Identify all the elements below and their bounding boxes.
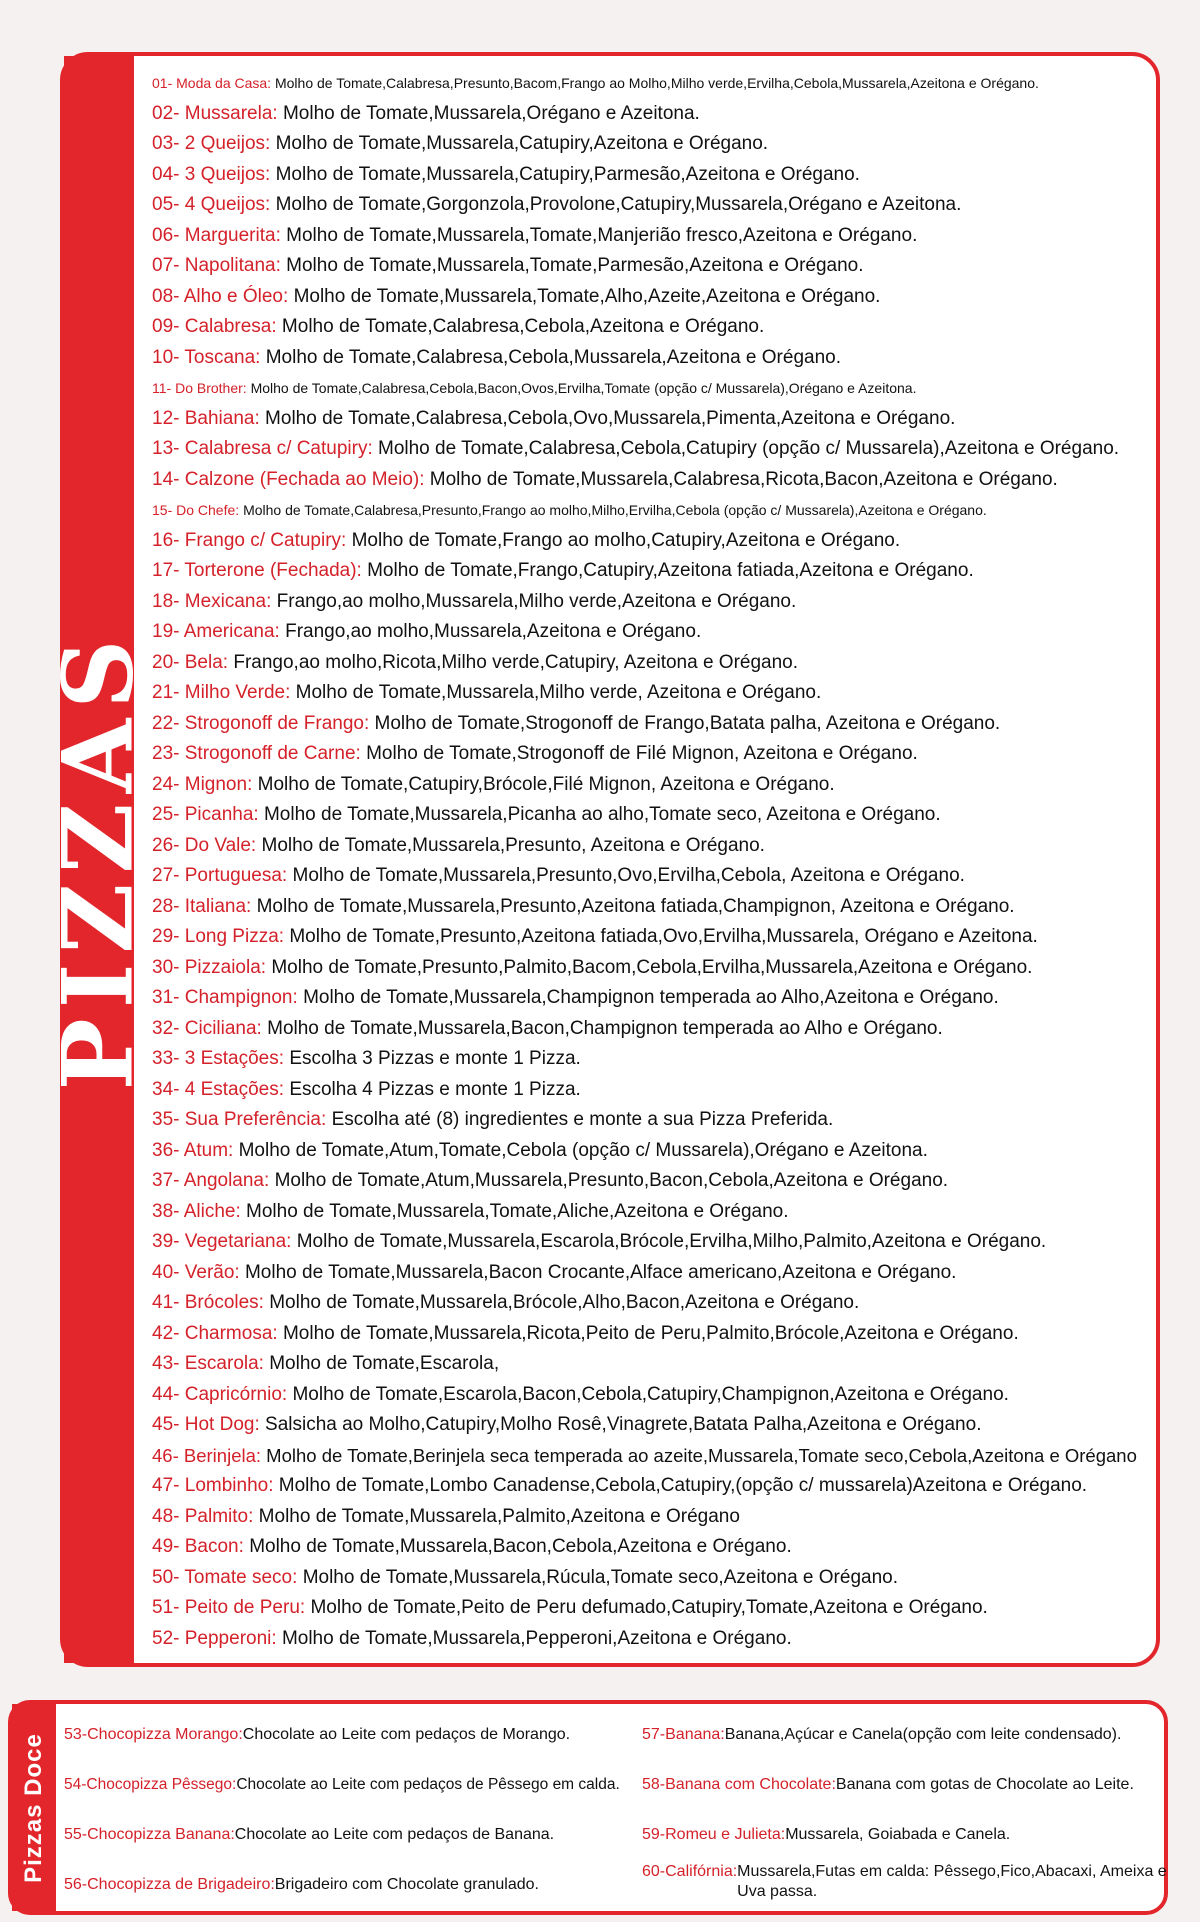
item-ingredients: Molho de Tomate,Mussarela,Escarola,Brócole,Ervilha,Milho,Palmito,Azeitona e Orégano. — [296, 1231, 1047, 1252]
item-ingredients: Escolha 4 Pizzas e monte 1 Pizza. — [289, 1078, 581, 1100]
pizzas-panel — [42, 52, 1160, 1667]
pizza-item — [152, 1075, 1146, 1106]
pizza-item — [152, 1227, 1146, 1258]
item-name: Escarola: — [184, 1353, 264, 1374]
item-name: Napolitana: — [184, 255, 281, 276]
item-number: 60- — [642, 1863, 666, 1880]
item-ingredients: Molho de Tomate,Frango,Catupiry,Azeitona fatiada,Azeitona e Orégano. — [367, 560, 974, 581]
doce-list-right — [642, 1710, 1167, 1912]
item-name: 3 Estações: — [184, 1048, 285, 1069]
item-name: 4 Estações: — [184, 1078, 285, 1100]
item-ingredients: Molho de Tomate,Mussarela,Milho verde, Azeitona e Orégano. — [295, 682, 822, 703]
item-ingredients: Molho de Tomate,Presunto,Azeitona fatiada,Ovo,Ervilha,Mussarela, Orégano e Azeitona. — [289, 926, 1038, 947]
item-ingredients: Molho de Tomate,Mussarela,Catupiry,Parmesão,Azeitona e Orégano. — [275, 163, 860, 185]
item-ingredients: Molho de Tomate,Peito de Peru defumado,Catupiry,Tomate,Azeitona e Orégano. — [310, 1597, 988, 1618]
item-number: 44- — [152, 1383, 180, 1405]
item-name: 4 Queijos: — [184, 194, 271, 215]
item-name: 2 Queijos: — [184, 133, 271, 154]
item-name: Bacon: — [184, 1536, 244, 1557]
pizza-item — [152, 404, 1146, 435]
pizza-item — [152, 1563, 1146, 1594]
item-ingredients: Molho de Tomate,Calabresa,Cebola,Bacon,Ovos,Ervilha,Tomate (opção c/ Mussarela),Orégano e Azeitona. — [250, 380, 917, 396]
item-number: 41- — [152, 1292, 180, 1313]
item-ingredients: Chocolate ao Leite com pedaços de Pêssego em calda. — [236, 1776, 620, 1793]
item-number: 54- — [64, 1776, 87, 1793]
item-ingredients: Molho de Tomate,Mussarela,Presunto,Azeitona fatiada,Champignon, Azeitona e Orégano. — [256, 895, 1015, 917]
item-number: 14- — [152, 468, 180, 490]
pizza-item — [152, 556, 1146, 587]
item-number: 07- — [152, 255, 180, 276]
item-name: Milho Verde: — [184, 682, 291, 703]
item-number: 03- — [152, 133, 180, 154]
pizza-item — [152, 1105, 1146, 1136]
pizza-item — [152, 1319, 1146, 1350]
pizza-item — [152, 1410, 1146, 1441]
pizza-item — [152, 99, 1146, 130]
item-name: Palmito: — [184, 1505, 254, 1527]
item-number: 15- — [152, 502, 173, 518]
pizza-item — [152, 312, 1146, 343]
item-ingredients: Molho de Tomate,Strogonoff de Frango,Batata palha, Azeitona e Orégano. — [374, 712, 1001, 734]
item-number: 27- — [152, 865, 180, 886]
item-number: 17- — [152, 560, 180, 581]
item-number: 19- — [152, 621, 180, 642]
pizza-item — [152, 587, 1146, 618]
item-ingredients: Molho de Tomate,Mussarela,Palmito,Azeitona e Orégano — [258, 1505, 740, 1527]
item-name: Atum: — [183, 1139, 234, 1161]
item-name: Chocopizza Banana: — [87, 1826, 235, 1843]
item-ingredients: Molho de Tomate,Berinjela seca temperada ao azeite,Mussarela,Tomate seco,Cebola,Azeitona e Orégano — [266, 1444, 1137, 1466]
item-ingredients: Molho de Tomate,Atum,Tomate,Cebola (opção c/ Mussarela),Orégano e Azeitona. — [238, 1139, 928, 1161]
pizza-item — [152, 221, 1146, 252]
item-number: 36- — [152, 1139, 180, 1161]
item-ingredients: Molho de Tomate,Mussarela,Presunto, Azeitona e Orégano. — [261, 834, 765, 856]
item-number: 58- — [642, 1776, 666, 1793]
item-ingredients: Molho de Tomate,Catupiry,Brócole,Filé Mignon, Azeitona e Orégano. — [257, 773, 835, 795]
pizza-item — [152, 343, 1146, 374]
pizza-list — [152, 68, 1146, 1651]
item-ingredients: Molho de Tomate,Calabresa,Cebola,Azeitona e Orégano. — [281, 316, 765, 337]
item-name: Verão: — [184, 1261, 240, 1283]
item-ingredients: Molho de Tomate,Mussarela,Tomate,Alho,Azeite,Azeitona e Orégano. — [293, 285, 881, 307]
pizza-item — [152, 1136, 1146, 1167]
item-name: Bahiana: — [184, 407, 260, 429]
pizza-item — [152, 1166, 1146, 1197]
item-ingredients: Molho de Tomate,Gorgonzola,Provolone,Catupiry,Mussarela,Orégano e Azeitona. — [275, 194, 962, 215]
pizza-item — [152, 648, 1146, 679]
item-number: 30- — [152, 956, 180, 978]
item-ingredients: Escolha até (8) ingredientes e monte a sua Pizza Preferida. — [331, 1109, 834, 1130]
pizza-item — [152, 129, 1146, 160]
item-number: 32- — [152, 1017, 180, 1039]
item-name: Champignon: — [184, 987, 298, 1008]
pizza-item — [152, 739, 1146, 770]
item-number: 04- — [152, 163, 180, 185]
item-number: 26- — [152, 834, 180, 856]
item-name: Califórnia: — [665, 1863, 738, 1880]
pizza-item — [152, 1288, 1146, 1319]
item-number: 33- — [152, 1048, 180, 1069]
item-ingredients: Molho de Tomate,Mussarela,Pepperoni,Azeitona e Orégano. — [281, 1627, 792, 1649]
item-number: 42- — [152, 1322, 180, 1344]
pizza-item — [152, 282, 1146, 313]
pizza-item — [152, 678, 1146, 709]
item-number: 55- — [64, 1826, 88, 1843]
item-ingredients: Molho de Tomate,Mussarela,Picanha ao alho,Tomate seco, Azeitona e Orégano. — [263, 804, 941, 825]
item-number: 01- — [152, 75, 173, 91]
item-name: Portuguesa: — [184, 865, 288, 886]
item-number: 02- — [152, 102, 180, 124]
pizza-item — [152, 800, 1146, 831]
pizza-item — [152, 1502, 1146, 1533]
pizza-item — [152, 1532, 1146, 1563]
item-name: Do Chefe: — [176, 502, 240, 518]
item-ingredients: Molho de Tomate,Escarola, — [269, 1353, 500, 1374]
item-name: Banana com Chocolate: — [665, 1776, 836, 1793]
pizza-item — [152, 1197, 1146, 1228]
item-name: Peito de Peru: — [184, 1597, 306, 1618]
pizza-item — [152, 983, 1146, 1014]
item-ingredients: Molho de Tomate,Presunto,Palmito,Bacom,Cebola,Ervilha,Mussarela,Azeitona e Orégano. — [271, 956, 1033, 978]
item-ingredients: Molho de Tomate,Mussarela,Bacon Crocante,Alface americano,Azeitona e Orégano. — [244, 1261, 957, 1283]
item-number: 49- — [152, 1536, 180, 1557]
item-name: Lombinho: — [184, 1475, 274, 1496]
item-number: 18- — [152, 590, 180, 612]
item-name: Capricórnio: — [184, 1383, 288, 1405]
item-number: 38- — [152, 1200, 180, 1222]
item-ingredients: Molho de Tomate,Mussarela,Tomate,Aliche,Azeitona e Orégano. — [246, 1200, 789, 1222]
item-number: 28- — [152, 895, 180, 917]
item-ingredients: Frango,ao molho,Mussarela,Azeitona e Orégano. — [285, 621, 702, 642]
pizza-item — [152, 526, 1146, 557]
item-ingredients: Molho de Tomate,Mussarela,Orégano e Azeitona. — [282, 102, 700, 124]
pizza-item — [152, 861, 1146, 892]
pizza-item — [152, 373, 1146, 404]
item-number: 52- — [152, 1627, 180, 1649]
item-name: Romeu e Julieta: — [665, 1826, 786, 1843]
item-number: 46- — [152, 1444, 179, 1466]
pizza-item — [152, 1441, 1146, 1472]
item-ingredients: Molho de Tomate,Mussarela,Tomate,Manjerião fresco,Azeitona e Orégano. — [286, 224, 918, 246]
item-ingredients: Molho de Tomate,Lombo Canadense,Cebola,Catupiry,(opção c/ mussarela)Azeitona e Orégano. — [278, 1475, 1088, 1496]
item-ingredients: Mussarela, Goiabada e Canela. — [785, 1826, 1011, 1843]
item-ingredients: Mussarela,Futas em calda: Pêssego,Fico,Abacaxi, Ameixa e Uva passa. — [737, 1863, 1167, 1900]
pizza-item — [152, 251, 1146, 282]
item-name: Mignon: — [184, 773, 253, 795]
item-number: 21- — [152, 682, 180, 703]
pizzas-doce-title: Pizzas Doce — [20, 1732, 48, 1883]
item-name: Long Pizza: — [184, 926, 285, 947]
item-name: Moda da Casa: — [176, 75, 272, 91]
item-ingredients: Chocolate ao Leite com pedaços de Banana. — [234, 1826, 555, 1843]
item-name: Picanha: — [184, 804, 259, 825]
item-name: Aliche: — [183, 1200, 241, 1222]
item-number: 37- — [152, 1170, 180, 1191]
item-name: Sua Preferência: — [184, 1109, 327, 1130]
pizza-item — [152, 892, 1146, 923]
pizza-item — [152, 495, 1146, 526]
pizza-item — [152, 831, 1146, 862]
item-ingredients: Chocolate ao Leite com pedaços de Morango. — [242, 1726, 571, 1743]
item-number: 51- — [152, 1597, 180, 1618]
item-name: Pizzaiola: — [184, 956, 267, 978]
item-number: 53- — [64, 1726, 88, 1743]
item-name: Vegetariana: — [184, 1231, 292, 1252]
item-number: 50- — [152, 1566, 180, 1588]
item-ingredients: Molho de Tomate,Mussarela,Presunto,Ovo,Ervilha,Cebola, Azeitona e Orégano. — [292, 865, 965, 886]
item-number: 31- — [152, 987, 180, 1008]
item-number: 09- — [152, 316, 180, 337]
item-number: 12- — [152, 407, 180, 429]
item-number: 22- — [152, 712, 180, 734]
item-ingredients: Molho de Tomate,Escarola,Bacon,Cebola,Catupiry,Champignon,Azeitona e Orégano. — [292, 1383, 1009, 1405]
item-number: 23- — [152, 743, 180, 764]
item-number: 11- — [152, 380, 172, 396]
item-number: 16- — [152, 529, 180, 551]
pizza-item — [152, 1624, 1146, 1655]
item-number: 24- — [152, 773, 180, 795]
doce-item — [642, 1860, 1167, 1912]
pizza-item — [152, 770, 1146, 801]
item-ingredients: Molho de Tomate,Mussarela,Champignon temperada ao Alho,Azeitona e Orégano. — [303, 987, 999, 1008]
pizza-item — [152, 1014, 1146, 1045]
item-name: Hot Dog: — [184, 1414, 260, 1435]
item-name: Marguerita: — [184, 224, 281, 246]
item-name: Ciciliana: — [184, 1017, 262, 1039]
item-ingredients: Banana com gotas de Chocolate ao Leite. — [835, 1776, 1134, 1793]
item-name: Mussarela: — [184, 102, 278, 124]
pizzas-title: PIZZAS — [42, 628, 155, 1091]
item-name: Charmosa: — [184, 1322, 278, 1344]
item-name: Toscana: — [184, 346, 261, 368]
pizza-item — [152, 160, 1146, 191]
item-ingredients: Molho de Tomate,Mussarela,Calabresa,Ricota,Bacon,Azeitona e Orégano. — [429, 468, 1058, 490]
item-name: Strogonoff de Carne: — [184, 743, 361, 764]
doce-item — [64, 1860, 634, 1910]
item-ingredients: Molho de Tomate,Mussarela,Catupiry,Azeitona e Orégano. — [275, 133, 769, 154]
pizza-item — [152, 1349, 1146, 1380]
item-ingredients: Molho de Tomate,Calabresa,Presunto,Frango ao molho,Milho,Ervilha,Cebola (opção c/ Mussarela),Azeitona e Orégano. — [243, 502, 987, 518]
item-ingredients: Brigadeiro com Chocolate granulado. — [274, 1876, 539, 1893]
item-number: 40- — [152, 1261, 180, 1283]
doce-item — [64, 1760, 634, 1810]
item-name: Strogonoff de Frango: — [184, 712, 370, 734]
item-ingredients: Molho de Tomate,Calabresa,Presunto,Bacom,Frango ao Molho,Milho verde,Ervilha,Cebola,Mussarela,Azeitona e Orégano. — [274, 75, 1039, 91]
item-ingredients: Molho de Tomate,Mussarela,Bacon,Cebola,Azeitona e Orégano. — [249, 1536, 792, 1557]
item-number: 48- — [152, 1505, 180, 1527]
item-ingredients: Escolha 3 Pizzas e monte 1 Pizza. — [289, 1048, 581, 1069]
item-name: Mexicana: — [184, 590, 272, 612]
item-name: Chocopizza Pêssego: — [86, 1776, 237, 1793]
item-number: 34- — [152, 1078, 180, 1100]
item-ingredients: Molho de Tomate,Calabresa,Cebola,Catupiry (opção c/ Mussarela),Azeitona e Orégano. — [378, 438, 1120, 459]
item-ingredients: Frango,ao molho,Ricota,Milho verde,Catupiry, Azeitona e Orégano. — [233, 651, 799, 673]
item-name: Calabresa: — [184, 316, 277, 337]
item-name: Italiana: — [184, 895, 252, 917]
pizza-item — [152, 465, 1146, 496]
item-ingredients: Molho de Tomate,Calabresa,Cebola,Mussarela,Azeitona e Orégano. — [265, 346, 841, 368]
item-ingredients: Molho de Tomate,Mussarela,Ricota,Peito de Peru,Palmito,Brócole,Azeitona e Orégano. — [282, 1322, 1019, 1344]
item-ingredients: Molho de Tomate,Frango ao molho,Catupiry,Azeitona e Orégano. — [351, 529, 901, 551]
item-ingredients: Molho de Tomate,Mussarela,Tomate,Parmesão,Azeitona e Orégano. — [286, 255, 864, 276]
item-name: 3 Queijos: — [184, 163, 271, 185]
item-number: 29- — [152, 926, 180, 947]
pizzas-doce-panel — [8, 1700, 1168, 1915]
item-name: Calabresa c/ Catupiry: — [184, 438, 373, 459]
doce-item — [642, 1760, 1167, 1810]
item-number: 35- — [152, 1109, 180, 1130]
item-name: Berinjela: — [183, 1444, 262, 1466]
item-ingredients: Molho de Tomate,Strogonoff de Filé Mignon, Azeitona e Orégano. — [366, 743, 918, 764]
pizzas-title-band — [42, 56, 155, 1663]
item-name: Chocopizza Morango: — [87, 1726, 243, 1743]
item-name: Bela: — [184, 651, 229, 673]
pizza-item — [152, 1044, 1146, 1075]
item-name: Chocopizza de Brigadeiro: — [87, 1876, 275, 1893]
item-name: Banana: — [665, 1726, 725, 1743]
item-ingredients: Molho de Tomate,Mussarela,Brócole,Alho,Bacon,Azeitona e Orégano. — [269, 1292, 860, 1313]
doce-item — [642, 1810, 1167, 1860]
pizza-item — [152, 1593, 1146, 1624]
pizza-item — [152, 1258, 1146, 1289]
item-ingredients: Molho de Tomate,Mussarela,Rúcula,Tomate seco,Azeitona e Orégano. — [302, 1566, 898, 1588]
item-number: 13- — [152, 438, 180, 459]
item-ingredients: Molho de Tomate,Mussarela,Bacon,Champignon temperada ao Alho e Orégano. — [267, 1017, 943, 1039]
pizza-item — [152, 617, 1146, 648]
item-number: 56- — [64, 1876, 88, 1893]
item-number: 47- — [152, 1475, 180, 1496]
item-name: Brócoles: — [184, 1292, 264, 1313]
item-name: Americana: — [183, 621, 280, 642]
item-number: 45- — [152, 1414, 180, 1435]
pizza-item — [152, 1380, 1146, 1411]
item-number: 20- — [152, 651, 180, 673]
item-ingredients: Salsicha ao Molho,Catupiry,Molho Rosê,Vinagrete,Batata Palha,Azeitona e Orégano. — [265, 1414, 982, 1435]
item-number: 05- — [152, 194, 180, 215]
item-name: Frango c/ Catupiry: — [184, 529, 347, 551]
item-name: Tomate seco: — [184, 1566, 298, 1588]
item-name: Calzone (Fechada ao Meio): — [184, 468, 425, 490]
doce-item — [642, 1710, 1167, 1760]
pizza-item — [152, 190, 1146, 221]
item-name: Do Vale: — [184, 834, 257, 856]
pizza-item — [152, 1471, 1146, 1502]
item-ingredients: Molho de Tomate,Calabresa,Cebola,Ovo,Mussarela,Pimenta,Azeitona e Orégano. — [265, 407, 956, 429]
item-ingredients: Frango,ao molho,Mussarela,Milho verde,Azeitona e Orégano. — [276, 590, 797, 612]
pizza-item — [152, 434, 1146, 465]
item-ingredients: Molho de Tomate,Atum,Mussarela,Presunto,Bacon,Cebola,Azeitona e Orégano. — [274, 1170, 949, 1191]
item-number: 39- — [152, 1231, 180, 1252]
item-number: 08- — [152, 285, 180, 307]
item-number: 10- — [152, 346, 180, 368]
pizza-item — [152, 68, 1146, 99]
pizza-item — [152, 709, 1146, 740]
item-number: 57- — [642, 1726, 666, 1743]
item-name: Do Brother: — [175, 380, 247, 396]
doce-item — [64, 1710, 634, 1760]
item-name: Pepperoni: — [184, 1627, 277, 1649]
doce-list-left — [64, 1710, 634, 1910]
item-number: 59- — [642, 1826, 666, 1843]
item-number: 06- — [152, 224, 180, 246]
pizzas-doce-title-band — [12, 1704, 56, 1911]
item-ingredients: Banana,Açúcar e Canela(opção com leite condensado). — [724, 1726, 1122, 1743]
item-number: 43- — [152, 1353, 180, 1374]
item-number: 25- — [152, 804, 180, 825]
item-name: Torterone (Fechada): — [184, 560, 362, 581]
item-name: Angolana: — [183, 1170, 270, 1191]
pizza-item — [152, 953, 1146, 984]
pizza-item — [152, 922, 1146, 953]
doce-item — [64, 1810, 634, 1860]
item-name: Alho e Óleo: — [183, 285, 289, 307]
